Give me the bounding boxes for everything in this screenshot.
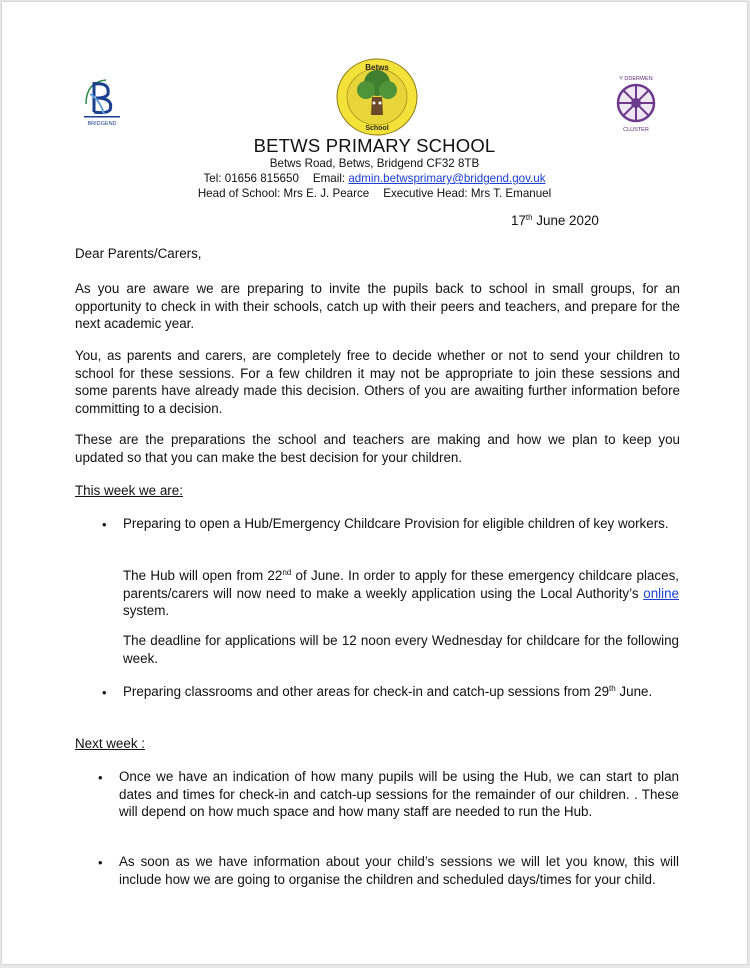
- svg-text:BRIDGEND: BRIDGEND: [87, 121, 117, 127]
- betws-school-logo: [335, 57, 419, 137]
- next-week-heading: Next week :: [75, 736, 145, 751]
- paragraph-choice: You, as parents and carers, are completely free to decide whether or not to send your children to school for these sessions. For a few children it may not be appropriate to join these sessions and some parents have already made this decision. Others of you are awaiting further information before committing to a decision.: [75, 348, 680, 416]
- letter-date: 17th June 2020: [511, 213, 599, 228]
- email-link[interactable]: admin.betwsprimary@bridgend.gov.uk: [348, 172, 546, 185]
- bullet-session-info: As soon as we have information about your child’s sessions we will let you know, this will include how we are going to organise the children and scheduled days/times for your child.: [119, 854, 679, 887]
- dderwen-cluster-logo: [608, 72, 664, 134]
- executive-head: Executive Head: Mrs T. Emanuel: [383, 187, 552, 200]
- bullet-marker: •: [98, 855, 103, 870]
- bullet-plan-sessions: Once we have an indication of how many pupils will be using the Hub, we can start to plan dates and times for check-in and catch-up sessions for the remainder of our children. . These will depend on how much space and how many staff are needed to run the Hub.: [119, 769, 679, 819]
- contact-line: [2, 172, 747, 186]
- bridgend-logo: [80, 74, 124, 130]
- bullet-marker: •: [102, 685, 107, 700]
- paragraph-preparations: These are the preparations the school and teachers are making and how we plan to keep you updated so that you can make the best decision for your children.: [75, 432, 680, 465]
- head-of-school: Head of School: Mrs E. J. Pearce: [197, 187, 370, 200]
- hub-deadline: The deadline for applications will be 12 noon every Wednesday for childcare for the following week.: [123, 633, 679, 666]
- this-week-heading: This week we are:: [75, 483, 183, 498]
- salutation: Dear Parents/Carers,: [75, 246, 202, 261]
- online-link[interactable]: online: [643, 585, 679, 601]
- svg-text:Y DDERWEN: Y DDERWEN: [619, 76, 653, 82]
- school-name: BETWS PRIMARY SCHOOL: [253, 135, 496, 156]
- heads-line: [2, 187, 747, 201]
- bullet-marker: •: [98, 770, 103, 785]
- svg-text:School: School: [365, 125, 389, 132]
- bullet-hub-provision: Preparing to open a Hub/Emergency Childcare Provision for eligible children of key workers.: [123, 516, 669, 531]
- svg-text:Betws: Betws: [365, 63, 389, 72]
- paragraph-intro: As you are aware we are preparing to invite the pupils back to school in small groups, for an opportunity to check in with their schools, catch up with their peers and teachers, and prepare for the next academic year.: [75, 281, 680, 331]
- email-label: Email:: [312, 172, 346, 185]
- letter-page: [2, 2, 747, 964]
- school-address: Betws Road, Betws, Bridgend CF32 8TB: [269, 157, 480, 170]
- hub-opening-details: The Hub will open from 22nd of June. In order to apply for these emergency childcare places, parents/carers will now need to make a weekly application using the Local Authority’s online system.: [123, 568, 679, 618]
- telephone: Tel: 01656 815650: [203, 172, 299, 185]
- bullet-marker: •: [102, 517, 107, 532]
- svg-text:CLUSTER: CLUSTER: [623, 127, 649, 133]
- bullet-classrooms: Preparing classrooms and other areas for check-in and catch-up sessions from 29th June.: [123, 684, 653, 699]
